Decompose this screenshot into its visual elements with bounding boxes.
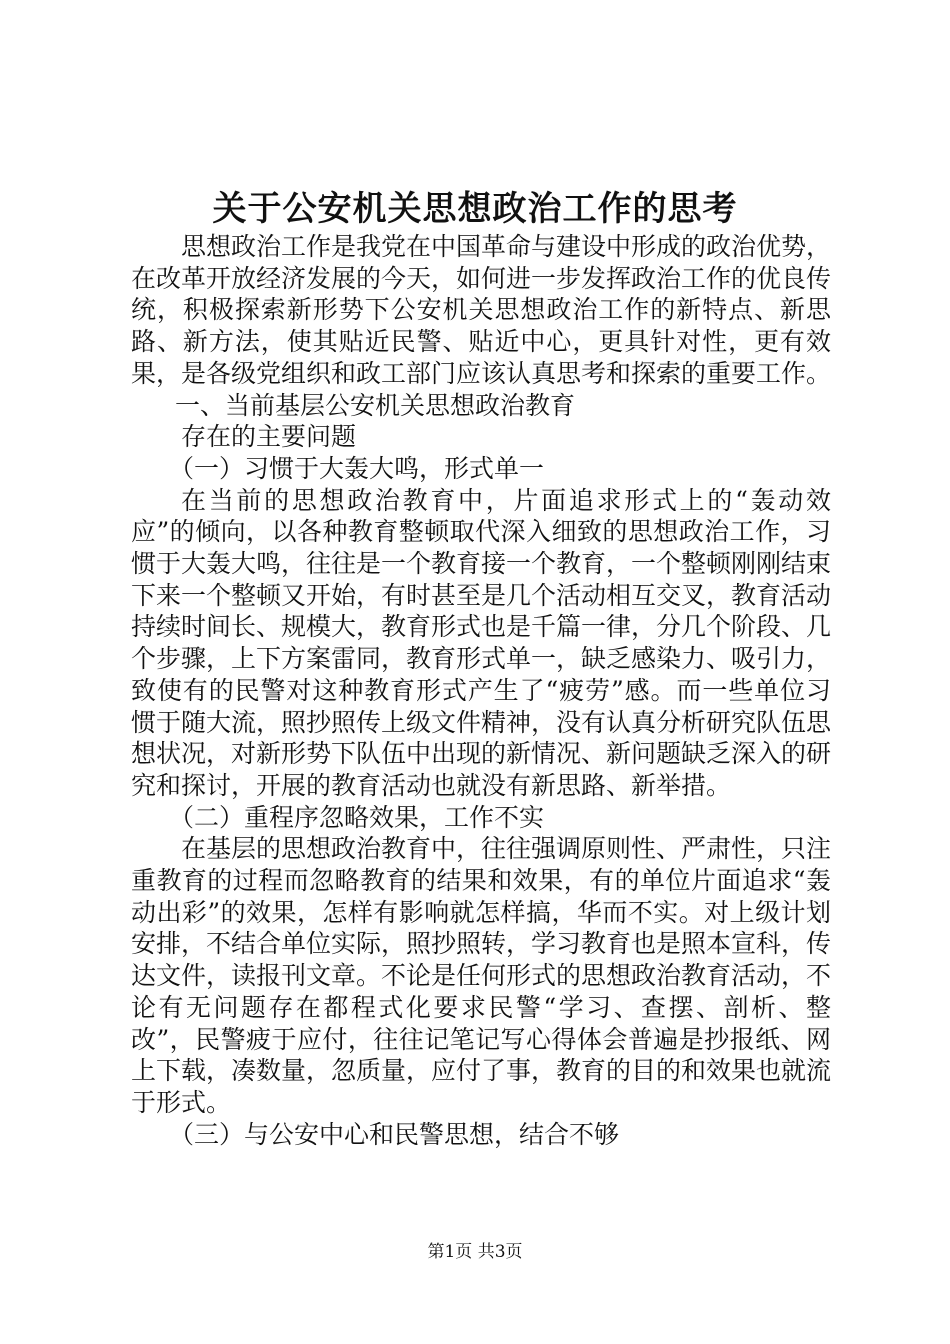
section-heading-1-line-2: 存在的主要问题 bbox=[181, 422, 357, 452]
subsection-heading-2: （二）重程序忽略效果，工作不实 bbox=[169, 802, 545, 832]
subsection-1-paragraph: 在当前的思想政治教育中，片面追求形式上的“轰动效应”的倾向，以各种教育整顿取代深入细致的思想政治工作，习惯于大轰大鸣，往往是一个教育接一个教育，一个整顿刚刚结束下来一个整顿又开始，有时甚至是几个活动相互交叉，教育活动持续时间长、规模大，教育形式也是千篇一律，分几个阶段、几个步骤，上下方案雷同，教育形式单一，缺乏感染力、吸引力，致使有的民警对这种教育形式产生了“疲劳”感。而一些单位习惯于随大流，照抄照传上级文件精神，没有认真分析研究队伍思想状况，对新形势下队伍中出现的新情况、新问题缺乏深入的研究和探讨，开展的教育活动也就没有新思路、新举措。 bbox=[131, 485, 832, 800]
subsection-2-paragraph: 在基层的思想政治教育中，往往强调原则性、严肃性，只注重教育的过程而忽略教育的结果和效果，有的单位片面追求“轰动出彩”的效果，怎样有影响就怎样搞，华而不实。对上级计划安排，不结合单位实际，照抄照转，学习教育也是照本宣科，传达文件，读报刊文章。不论是任何形式的思想政治教育活动，不论有无问题存在都程式化要求民警“学习、查摆、剖析、整改”，民警疲于应付，往往记笔记写心得体会普遍是抄报纸、网上下载，凑数量，忽质量，应付了事，教育的目的和效果也就流于形式。 bbox=[131, 834, 832, 1117]
subsection-heading-3: （三）与公安中心和民警思想，结合不够 bbox=[169, 1119, 620, 1149]
document-title: 关于公安机关思想政治工作的思考 bbox=[212, 189, 738, 229]
subsection-heading-1: （一）习惯于大轰大鸣，形式单一 bbox=[169, 453, 545, 483]
document-body bbox=[131, 231, 831, 1150]
section-heading-1-line-1: 一、当前基层公安机关思想政治教育 bbox=[175, 390, 576, 420]
intro-paragraph: 思想政治工作是我党在中国革命与建设中形成的政治优势，在改革开放经济发展的今天，如何进一步发挥政治工作的优良传统，积极探索新形势下公安机关思想政治工作的新特点、新思路、新方法，使其贴近民警、贴近中心，更具针对性，更有效果，是各级党组织和政工部门应该认真思考和探索的重要工作。 bbox=[131, 232, 832, 388]
page-footer: 第1页 共3页 bbox=[427, 1242, 523, 1262]
